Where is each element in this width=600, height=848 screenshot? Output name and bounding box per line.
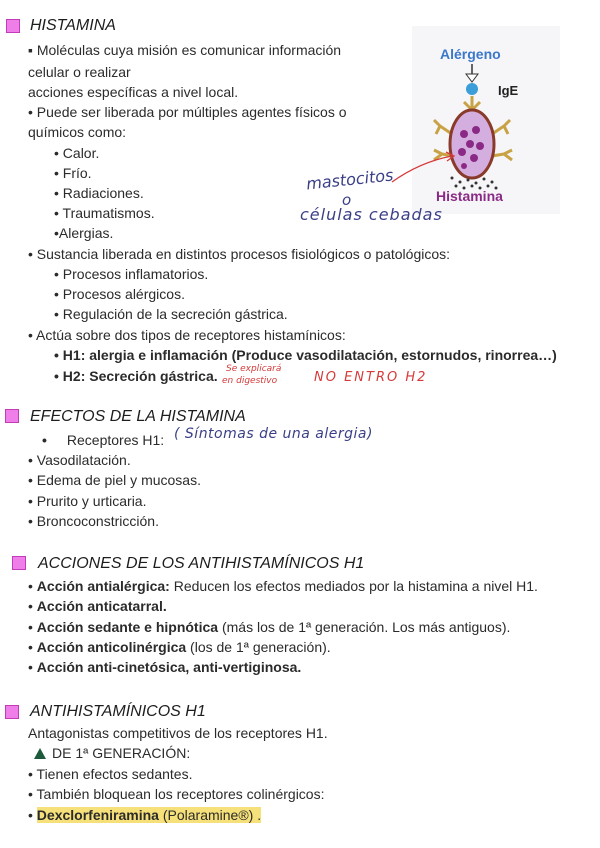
list-item: • Dexclorfeniramina (Polaramine®) . <box>28 807 262 823</box>
receptors-h1-line: • Receptores H1: <box>42 432 165 448</box>
list-item: • H2: Secreción gástrica. <box>54 368 218 384</box>
annotation-celulas-cebadas: células cebadas <box>300 205 443 224</box>
generation-line: DE 1ª GENERACIÓN: <box>34 743 190 763</box>
list-item: • Radiaciones. <box>54 185 144 201</box>
text-line: acciones específicas a nivel local. <box>28 84 239 100</box>
text-line: • Puede ser liberada por múltiples agentes físicos o <box>28 104 347 120</box>
arrow-down-icon <box>466 64 478 82</box>
text-line: químicos como: <box>28 124 127 140</box>
bullet-icon: • <box>42 432 47 448</box>
list-item: • Edema de piel y mucosas. <box>28 472 201 488</box>
list-item: • Procesos alérgicos. <box>54 286 185 302</box>
list-item: •Alergias. <box>54 225 114 241</box>
list-item: • Acción anticatarral. <box>28 598 167 614</box>
annotation-o: o <box>342 191 352 209</box>
annotation-no-entro: NO ENTRO H2 <box>314 370 428 385</box>
annotation-h2-note-2: en digestivo <box>222 376 278 386</box>
section-marker-icon <box>5 409 19 423</box>
section-marker-icon <box>5 705 19 719</box>
figure-label-allergen: Alérgeno <box>440 46 501 62</box>
section-title-acciones: ACCIONES DE LOS ANTIHISTAMÍNICOS H1 <box>38 555 365 572</box>
highlighted-drug: Dexclorfeniramina (Polaramine®) . <box>36 807 262 823</box>
section-marker-icon <box>6 19 20 33</box>
list-item: • H1: alergia e inflamación (Produce vasodilatación, estornudos, rinorrea…) <box>54 347 557 363</box>
section-marker-icon <box>12 556 26 570</box>
text-line: celular o realizar <box>28 64 131 80</box>
list-item: • Acción anticolinérgica (los de 1ª generación). <box>28 639 331 655</box>
section-title-antihistaminicos: ANTIHISTAMÍNICOS H1 <box>30 703 206 720</box>
list-item: • Acción anti-cinetósica, anti-vertiginosa. <box>28 659 302 675</box>
figure-label-histamine: Histamina <box>436 188 503 204</box>
list-item: • También bloquean los receptores colinérgicos: <box>28 786 325 802</box>
text-line: • Actúa sobre dos tipos de receptores histamínicos: <box>28 327 346 343</box>
figure-label-ige: IgE <box>498 83 519 98</box>
list-item: • Traumatismos. <box>54 205 155 221</box>
list-item: • Acción antialérgica: Reducen los efectos mediados por la histamina a nivel H1. <box>28 578 538 594</box>
text-line: ▪ Moléculas cuya misión es comunicar información <box>28 42 342 58</box>
section-title-histamina: HISTAMINA <box>30 17 116 34</box>
section-title-efectos: EFECTOS DE LA HISTAMINA <box>30 408 246 425</box>
text-line: Antagonistas competitivos de los receptores H1. <box>28 725 328 741</box>
annotation-sintomas: ( Síntomas de una alergia) <box>174 426 373 442</box>
list-item: • Calor. <box>54 145 100 161</box>
annotation-mastocitos: mastocitos <box>305 165 395 194</box>
antigen-icon <box>466 83 478 95</box>
annotation-h2-note-1: Se explicará <box>226 364 282 374</box>
bullet-icon: ▪ <box>28 42 37 58</box>
list-item: • Regulación de la secreción gástrica. <box>54 306 288 322</box>
list-item: • Prurito y urticaria. <box>28 493 147 509</box>
annotation-arrow-icon <box>390 148 480 188</box>
list-item: • Broncoconstricción. <box>28 513 159 529</box>
text-line: • Sustancia liberada en distintos procesos fisiológicos o patológicos: <box>28 246 451 262</box>
list-item: • Frío. <box>54 165 92 181</box>
list-item: • Vasodilatación. <box>28 452 131 468</box>
warning-triangle-icon <box>34 748 46 759</box>
list-item: • Tienen efectos sedantes. <box>28 766 193 782</box>
list-item: • Procesos inflamatorios. <box>54 266 209 282</box>
list-item: • Acción sedante e hipnótica (más los de 1ª generación. Los más antiguos). <box>28 619 511 635</box>
